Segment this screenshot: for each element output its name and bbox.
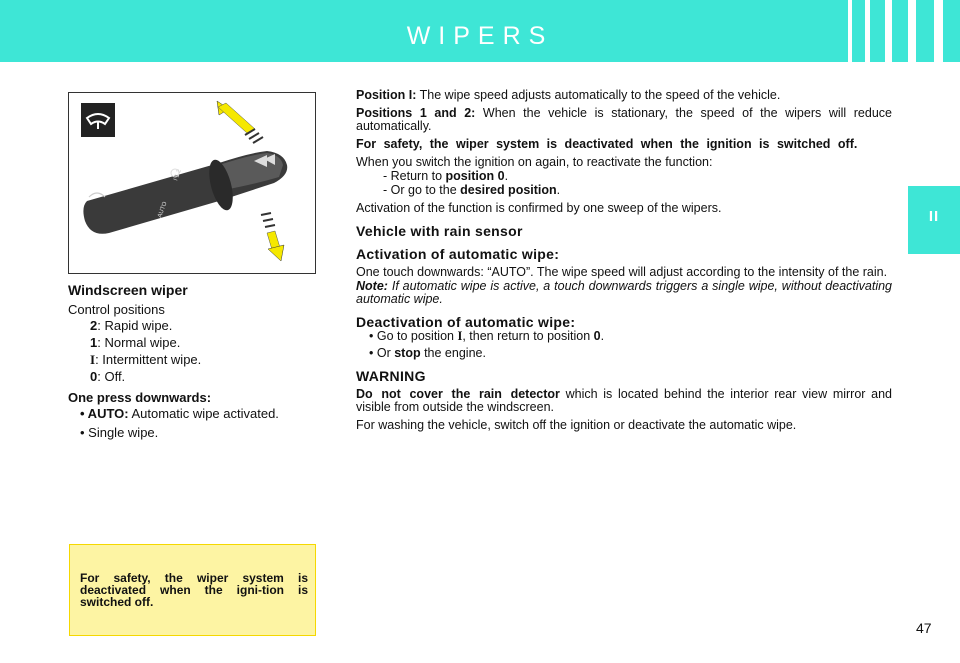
right-column	[356, 89, 892, 437]
warning-paragraph: Do not cover the rain detector which is located behind the interior rear view mirror and visible from outside the windscreen.	[356, 387, 892, 414]
bullet-item: • AUTO: Automatic wipe activated.	[80, 406, 279, 421]
page-title: WIPERS	[406, 22, 554, 50]
windscreen-wiper-icon	[81, 103, 115, 137]
position-item: 1: Normal wipe.	[90, 335, 181, 350]
header-stripes	[848, 0, 960, 62]
header-bar	[0, 0, 960, 62]
bullet-item: • Single wipe.	[80, 425, 159, 440]
left-column	[68, 282, 320, 444]
reactivate-intro: When you switch the ignition on again, to reactivate the function:	[356, 155, 713, 169]
note-paragraph: Note: If automatic wipe is active, a touch downwards triggers a single wipe, without deactivating automatic wipe.	[356, 279, 892, 306]
deactivation-step-2: • Or stop the engine.	[369, 346, 486, 360]
activation-paragraph: One touch downwards: “AUTO”. The wipe speed will adjust according to the intensity of the rain.	[356, 265, 888, 279]
reactivate-step-1: - Return to position 0.	[383, 169, 509, 183]
activation-heading: Activation of automatic wipe:	[356, 246, 560, 262]
wiper-stalk-figure	[68, 92, 316, 274]
positions-1-2-paragraph: Positions 1 and 2: When the vehicle is stationary, the speed of the wipers will reduce automatically.	[356, 106, 892, 133]
auto-marking: AUTO	[157, 201, 169, 219]
control-positions-label: Control positions	[68, 302, 165, 317]
washing-paragraph: For washing the vehicle, switch off the ignition or deactivate the automatic wipe.	[356, 418, 797, 432]
deactivation-step-1: • Go to position I, then return to position 0.	[369, 329, 605, 343]
arrow-down-icon	[261, 213, 284, 261]
position-item: 0: Off.	[90, 369, 126, 384]
page-number: 47	[916, 620, 932, 636]
wiper-stalk-illustration	[69, 93, 315, 273]
rain-sensor-heading: Vehicle with rain sensor	[356, 223, 523, 239]
stalk-lever	[83, 151, 287, 234]
section-tab: II	[908, 186, 960, 254]
arrow-up-icon	[217, 101, 263, 143]
position-item: I: Intermittent wipe.	[90, 352, 202, 367]
warning-heading: WARNING	[356, 368, 426, 384]
windscreen-wiper-heading: Windscreen wiper	[68, 282, 188, 298]
deactivation-heading: Deactivation of automatic wipe:	[356, 314, 576, 330]
safety-note-text: For safety, the wiper system is deactivated when the igni-tion is switched off.	[80, 571, 308, 609]
svg-text:I 1 2: I 1 2	[173, 168, 183, 182]
safety-bold-paragraph: For safety, the wiper system is deactivated when the ignition is switched off.	[356, 137, 858, 151]
safety-note-box	[69, 544, 316, 636]
one-press-label: One press downwards:	[68, 390, 212, 405]
confirm-paragraph: Activation of the function is confirmed by one sweep of the wipers.	[356, 201, 722, 215]
reactivate-step-2: - Or go to the desired position.	[383, 183, 561, 197]
position-i-paragraph: Position I: The wipe speed adjusts automatically to the speed of the vehicle.	[356, 88, 781, 102]
position-item: 2: Rapid wipe.	[90, 318, 173, 333]
